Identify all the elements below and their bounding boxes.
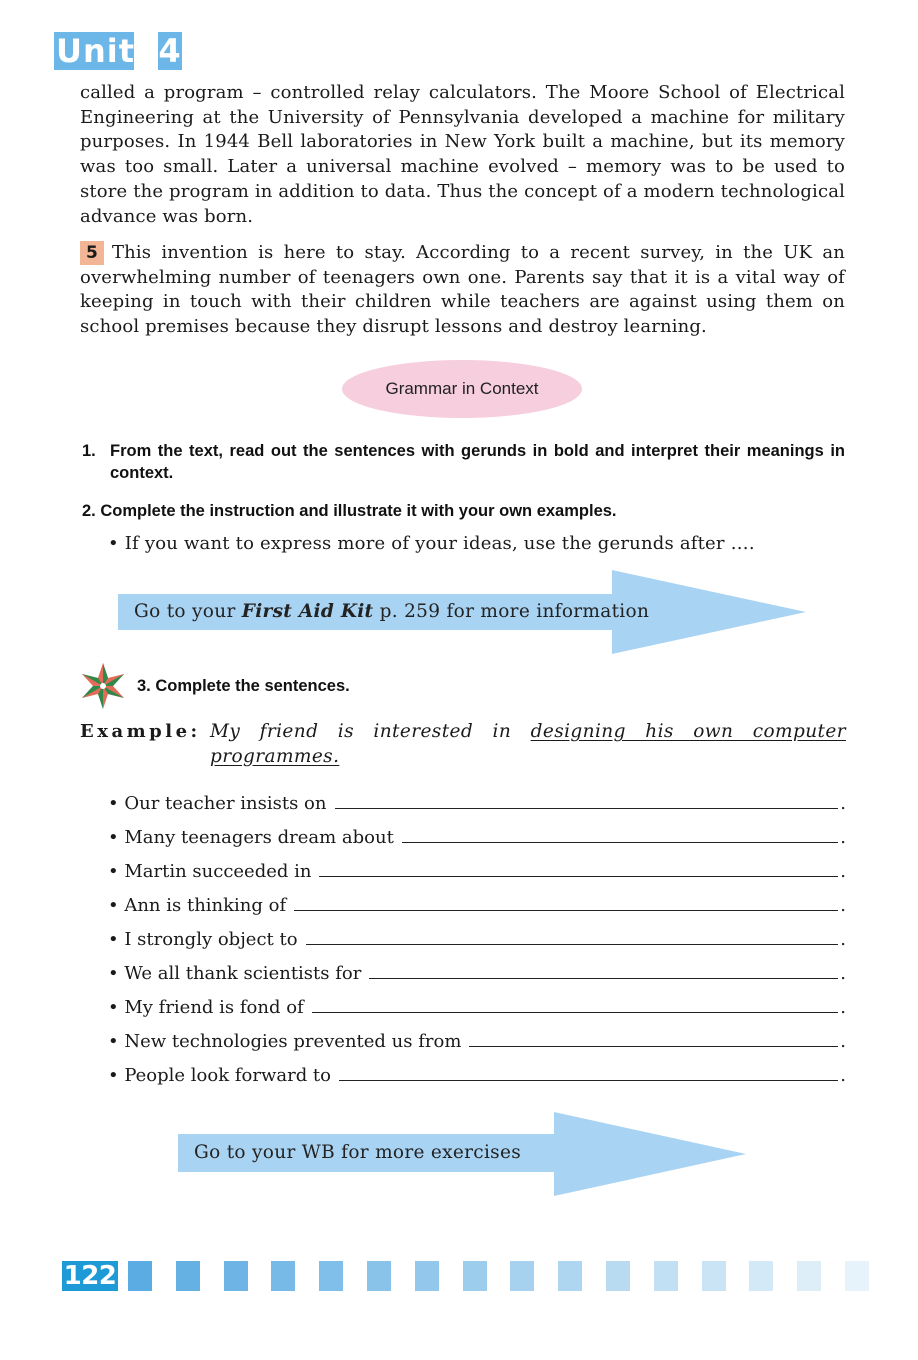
answer-blank[interactable] bbox=[319, 857, 838, 877]
answer-blank[interactable] bbox=[294, 891, 838, 911]
footer-square bbox=[271, 1261, 295, 1291]
task-3-text: 3. Complete the sentences. bbox=[137, 677, 350, 695]
sentence-end: . bbox=[840, 895, 846, 916]
footer-square bbox=[128, 1261, 152, 1291]
sentence-end: . bbox=[840, 861, 846, 882]
answer-blank[interactable] bbox=[469, 1027, 838, 1047]
section-title: Grammar in Context bbox=[385, 379, 539, 398]
unit-word: Unit bbox=[56, 32, 136, 70]
footer-square bbox=[797, 1261, 821, 1291]
example-underlined: designing his own computer programmes. bbox=[210, 721, 846, 767]
star-icon bbox=[80, 662, 126, 710]
fill-sentence bbox=[108, 1061, 846, 1085]
example-plain: My friend is interested in bbox=[210, 721, 531, 742]
footer-square bbox=[749, 1261, 773, 1291]
fill-sentence bbox=[108, 823, 846, 847]
arrow-1-before: Go to your bbox=[134, 601, 242, 622]
footer-square bbox=[606, 1261, 630, 1291]
reading-paragraph-continued: called a program – controlled relay calculators. The Moore School of Electrical Engineering at the University of Pennsylvania developed a machine for military purposes. In 1944 Bell laboratories in New York built a machine, but its memory was too small. Later a universal machine evolved – memory was to be used to store the program in addition to data. Thus the concept of a modern technological advance was born. bbox=[80, 82, 845, 227]
fill-sentence-prompt: • We all thank scientists for bbox=[108, 963, 362, 984]
unit-header bbox=[54, 32, 182, 70]
footer-square bbox=[654, 1261, 678, 1291]
fill-sentence bbox=[108, 993, 846, 1017]
reading-paragraph-5 bbox=[80, 241, 845, 340]
footer-square bbox=[415, 1261, 439, 1291]
sentence-end: . bbox=[840, 1065, 846, 1086]
fill-sentence-prompt: • Ann is thinking of bbox=[108, 895, 287, 916]
fill-sentence-prompt: • Many teenagers dream about bbox=[108, 827, 394, 848]
footer-square bbox=[558, 1261, 582, 1291]
page-number: 122 bbox=[63, 1261, 117, 1291]
fill-sentence bbox=[108, 857, 846, 881]
answer-blank[interactable] bbox=[402, 823, 838, 843]
example-label: Example: bbox=[80, 721, 201, 742]
section-title-pill bbox=[342, 360, 582, 418]
sentence-end: . bbox=[840, 963, 846, 984]
answer-blank[interactable] bbox=[306, 925, 839, 945]
fill-sentence-prompt: • People look forward to bbox=[108, 1065, 332, 1086]
fill-sentence-prompt: • My friend is fond of bbox=[108, 997, 304, 1018]
task-1-number: 1. bbox=[82, 442, 96, 460]
first-aid-kit-title: First Aid Kit bbox=[241, 601, 374, 622]
answer-blank[interactable] bbox=[335, 789, 839, 809]
fill-sentence-prompt: • Our teacher insists on bbox=[108, 793, 327, 814]
answer-blank[interactable] bbox=[339, 1061, 838, 1081]
workbook-reference: Go to your WB for more exercises bbox=[194, 1142, 522, 1163]
footer-square bbox=[845, 1261, 869, 1291]
paragraph-5-text: This invention is here to stay. According to a recent survey, in the UK an overwhelming number of teenagers own one. Parents say that it is a vital way of keeping in touch with their children while teachers are against using them on school premises because they disrupt lessons and destroy learning. bbox=[80, 242, 845, 338]
footer-square bbox=[176, 1261, 200, 1291]
footer-square bbox=[319, 1261, 343, 1291]
first-aid-kit-reference bbox=[134, 600, 649, 624]
fill-sentence bbox=[108, 1027, 846, 1051]
answer-blank[interactable] bbox=[312, 993, 839, 1013]
example-sentence bbox=[210, 720, 846, 769]
sentence-end: . bbox=[840, 793, 846, 814]
fill-sentence bbox=[108, 925, 846, 949]
task-2-text: 2. Complete the instruction and illustrate it with your own examples. bbox=[82, 502, 617, 520]
sentence-end: . bbox=[840, 997, 846, 1018]
fill-sentence bbox=[108, 891, 846, 915]
sentence-end: . bbox=[840, 827, 846, 848]
footer-square bbox=[702, 1261, 726, 1291]
footer-square bbox=[367, 1261, 391, 1291]
sentence-end: . bbox=[840, 1031, 846, 1052]
footer-square bbox=[463, 1261, 487, 1291]
fill-sentence bbox=[108, 789, 846, 813]
paragraph-number-badge: 5 bbox=[80, 241, 104, 265]
fill-sentence bbox=[108, 959, 846, 983]
footer-square bbox=[510, 1261, 534, 1291]
task-2-bullet: • If you want to express more of your ideas, use the gerunds after …. bbox=[108, 533, 755, 554]
task-1-text: From the text, read out the sentences with gerunds in bold and interpret their meanings in context. bbox=[110, 442, 845, 482]
footer-square bbox=[224, 1261, 248, 1291]
fill-sentence-prompt: • I strongly object to bbox=[108, 929, 298, 950]
sentence-end: . bbox=[840, 929, 846, 950]
unit-number: 4 bbox=[158, 32, 182, 70]
fill-sentence-prompt: • Martin succeeded in bbox=[108, 861, 312, 882]
fill-sentence-prompt: • New technologies prevented us from bbox=[108, 1031, 462, 1052]
arrow-1-after: p. 259 for more information bbox=[373, 601, 650, 622]
answer-blank[interactable] bbox=[369, 959, 838, 979]
